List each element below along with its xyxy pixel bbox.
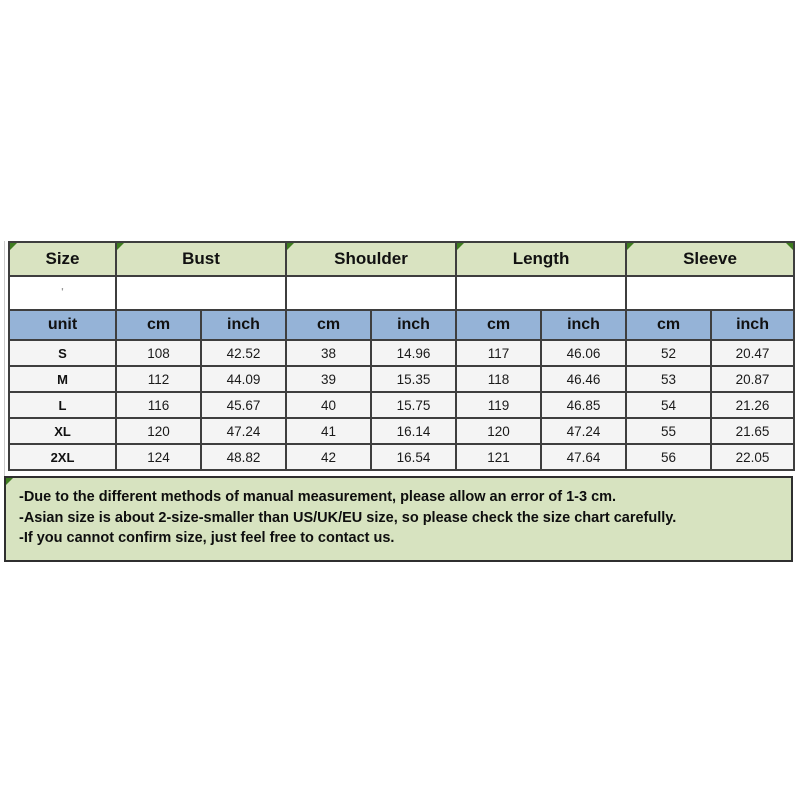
column-header-shoulder: [286, 242, 456, 276]
table-cell: 120: [116, 418, 201, 444]
table-cell: 52: [626, 340, 711, 366]
corner-mark-icon: [786, 243, 793, 250]
table-cell: 118: [456, 366, 541, 392]
table-cell: 47.24: [541, 418, 626, 444]
table-cell: 112: [116, 366, 201, 392]
table-cell: 20.47: [711, 340, 794, 366]
corner-mark-icon: [627, 243, 634, 250]
note-line: -If you cannot confirm size, just feel free to contact us.: [19, 530, 395, 546]
corner-mark-icon: [457, 243, 464, 250]
column-header-label: Sleeve: [683, 249, 737, 268]
table-cell: 124: [116, 444, 201, 470]
table-row-s: [9, 340, 794, 366]
spacer-cell: [286, 276, 456, 310]
table-cell: 117: [456, 340, 541, 366]
table-cell: 116: [116, 392, 201, 418]
table-cell: 40: [286, 392, 371, 418]
spacer-row: [9, 276, 794, 310]
table-cell: 42.52: [201, 340, 286, 366]
table-cell: 14.96: [371, 340, 456, 366]
column-header-label: Length: [512, 249, 570, 268]
table-cell: 53: [626, 366, 711, 392]
spacer-cell: [626, 276, 794, 310]
column-header-length: [456, 242, 626, 276]
unit-header-cell: cm: [456, 310, 541, 340]
corner-mark-icon: [10, 243, 17, 250]
table-cell: 47.64: [541, 444, 626, 470]
unit-header-cell: inch: [201, 310, 286, 340]
note-line: -Asian size is about 2-size-smaller than US/UK/EU size, so please check the size chart carefully.: [19, 509, 677, 526]
table-cell: 56: [626, 444, 711, 470]
table-cell: 38: [286, 340, 371, 366]
table-cell: 48.82: [201, 444, 286, 470]
table-cell: 121: [456, 444, 541, 470]
table-cell: 54: [626, 392, 711, 418]
table-cell: 22.05: [711, 444, 794, 470]
table-row-2xl: [9, 444, 794, 470]
table-cell: 16.14: [371, 418, 456, 444]
spacer-cell: [116, 276, 286, 310]
unit-header-cell: cm: [626, 310, 711, 340]
column-header-label: Shoulder: [334, 249, 408, 268]
table-cell: 15.35: [371, 366, 456, 392]
table-row-l: [9, 392, 794, 418]
table-cell: 45.67: [201, 392, 286, 418]
measurement-notes: [4, 476, 793, 562]
table-cell: 21.65: [711, 418, 794, 444]
table-cell: 47.24: [201, 418, 286, 444]
group-header-row: [9, 242, 794, 276]
column-header-bust: [116, 242, 286, 276]
corner-mark-icon: [287, 243, 294, 250]
table-cell: 42: [286, 444, 371, 470]
size-label: XL: [9, 418, 116, 444]
corner-mark-icon: [117, 243, 124, 250]
unit-header-cell: unit: [9, 310, 116, 340]
table-cell: 119: [456, 392, 541, 418]
table-cell: 46.85: [541, 392, 626, 418]
column-header-sleeve: [626, 242, 794, 276]
table-cell: 108: [116, 340, 201, 366]
unit-header-cell: inch: [541, 310, 626, 340]
size-label: L: [9, 392, 116, 418]
unit-header-cell: inch: [371, 310, 456, 340]
table-cell: 41: [286, 418, 371, 444]
table-cell: 55: [626, 418, 711, 444]
table-row-m: [9, 366, 794, 392]
table-cell: 15.75: [371, 392, 456, 418]
note-line: -Due to the different methods of manual measurement, please allow an error of 1-3 cm.: [19, 489, 617, 505]
size-chart: [8, 241, 793, 471]
size-label: M: [9, 366, 116, 392]
size-label: 2XL: [9, 444, 116, 470]
table-row-xl: [9, 418, 794, 444]
table-cell: 46.46: [541, 366, 626, 392]
column-header-size: [9, 242, 116, 276]
unit-header-cell: cm: [286, 310, 371, 340]
stray-mark: ': [61, 287, 64, 298]
spacer-cell: [456, 276, 626, 310]
column-header-label: Bust: [182, 249, 220, 268]
column-header-label: Size: [45, 249, 80, 268]
table-cell: 44.09: [201, 366, 286, 392]
table-cell: 46.06: [541, 340, 626, 366]
table-cell: 120: [456, 418, 541, 444]
corner-mark-icon: [6, 478, 13, 485]
sheet-gutter-line: [4, 241, 5, 476]
size-label: S: [9, 340, 116, 366]
unit-header-row: [9, 310, 794, 340]
unit-header-cell: inch: [711, 310, 794, 340]
table-cell: 16.54: [371, 444, 456, 470]
table-cell: 21.26: [711, 392, 794, 418]
unit-header-cell: cm: [116, 310, 201, 340]
spacer-cell: [9, 276, 116, 310]
size-chart-table: [8, 241, 795, 471]
table-cell: 20.87: [711, 366, 794, 392]
table-cell: 39: [286, 366, 371, 392]
